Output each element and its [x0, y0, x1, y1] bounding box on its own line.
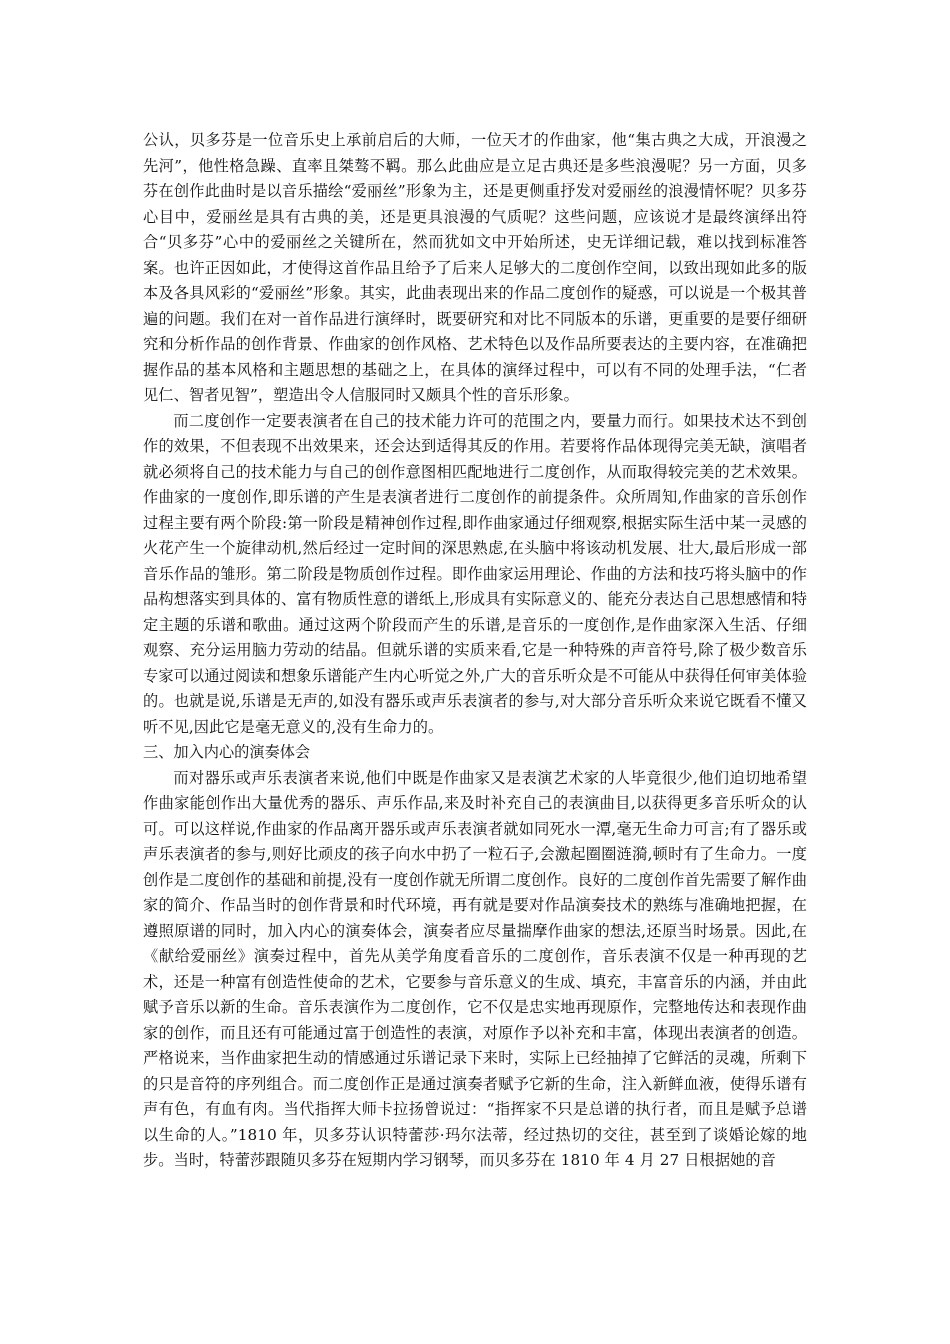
section-heading: 三、加入内心的演奏体会 [143, 743, 311, 761]
paragraph-1: 公认，贝多芬是一位音乐史上承前启后的大师，一位天才的作曲家，他“集古典之大成，开浪漫之先河”，他性格急躁、直率且桀骜不羁。那么此曲应是立足古典还是多些浪漫呢？另一方面，贝多芬在创作此曲时是以音乐描绘“爱丽丝”形象为主，还是更侧重抒发对爱丽丝的浪漫情怀呢？贝多芬心目中，爱丽丝是具有古典的美，还是更具浪漫的气质呢？这些问题，应该说才是最终演绎出符合“贝多芬”心中的爱丽丝之关键所在，然而犹如文中开始所述，史无详细记载，难以找到标准答案。也许正因如此，才使得这首作品且给予了后来人足够大的二度创作空间，以致出现如此多的版本及各具风彩的“爱丽丝”形象。其实，此曲表现出来的作品二度创作的疑惑，可以说是一个极其普遍的问题。我们在对一首作品进行演绎时，既要研究和对比不同版本的乐谱，更重要的是要仔细研究和分析作品的创作背景、作曲家的创作风格、艺术特色以及作品所要表达的主要内容，在准确把握作品的基本风格和主题思想的基础之上，在具体的演绎过程中，可以有不同的处理手法，“仁者见仁、智者见智”，塑造出令人信服同时又颇具个性的音乐形象。 [143, 131, 807, 404]
paragraph-2: 而二度创作一定要表演者在自己的技术能力许可的范围之内，要量力而行。如果技术达不到创作的效果，不但表现不出效果来，还会达到适得其反的作用。若要将作品体现得完美无缺，演唱者就必须将自己的技术能力与自己的创作意图相匹配地进行二度创作，从而取得较完美的艺术效果。作曲家的一度创作,即乐谱的产生是表演者进行二度创作的前提条件。众所周知,作曲家的音乐创作过程主要有两个阶段:第一阶段是精神创作过程,即作曲家通过仔细观察,根据实际生活中某一灵感的火花产生一个旋律动机,然后经过一定时间的深思熟虑,在头脑中将该动机发展、壮大,最后形成一部音乐作品的雏形。第二阶段是物质创作过程。即作曲家运用理论、作曲的方法和技巧将头脑中的作品构想落实到具体的、富有物质性意的谱纸上,形成具有实际意义的、能充分表达自己思想感情和特定主题的乐谱和歌曲。通过这两个阶段而产生的乐谱,是音乐的一度创作,是作曲家深入生活、仔细观察、充分运用脑力劳动的结晶。但就乐谱的实质来看,它是一种特殊的声音符号,除了极少数音乐专家可以通过阅读和想象乐谱能产生内心听觉之外,广大的音乐听众是不可能从中获得任何审美体验的。也就是说,乐谱是无声的,如没有器乐或声乐表演者的参与,对大部分音乐听众来说它既看不懂又听不见,因此它是毫无意义的,没有生命力的。 [143, 411, 807, 736]
paragraph-3: 而对器乐或声乐表演者来说,他们中既是作曲家又是表演艺术家的人毕竟很少,他们迫切地希望作曲家能创作出大量优秀的器乐、声乐作品,来及时补充自己的表演曲目,以获得更多音乐听众的认可。可以这样说,作曲家的作品离开器乐或声乐表演者就如同死水一潭,毫无生命力可言;有了器乐或声乐表演者的参与,则好比顽皮的孩子向水中扔了一粒石子,会激起圈圈涟漪,顿时有了生命力。一度创作是二度创作的基础和前提,没有一度创作就无所谓二度创作。良好的二度创作首先需要了解作曲家的简介、作品当时的创作背景和时代环境，再有就是要对作品演奏技术的熟练与准确地把握，在遵照原谱的同时，加入内心的演奏体会，演奏者应尽量揣摩作曲家的想法,还原当时场景。因此,在《献给爱丽丝》演奏过程中，首先从美学角度看音乐的二度创作，音乐表演不仅是一种再现的艺术，还是一种富有创造性使命的艺术，它要参与音乐意义的生成、填充，丰富音乐的内涵，并由此赋予音乐以新的生命。音乐表演作为二度创作，它不仅是忠实地再现原作，完整地传达和表现作曲家的创作，而且还有可能通过富于创造性的表演，对原作予以补充和丰富，体现出表演者的创造。严格说来，当作曲家把生动的情感通过乐谱记录下来时，实际上已经抽掉了它鲜活的灵魂，所剩下的只是音符的序列组合。而二度创作正是通过演奏者赋予它新的生命，注入新鲜血液，使得乐谱有声有色，有血有肉。当代指挥大师卡拉扬曾说过：“指挥家不只是总谱的执行者，而且是赋予总谱以生命的人。”1810 年，贝多芬认识特蕾莎·玛尔法蒂，经过热切的交往，甚至到了谈婚论嫁的地步。当时，特蕾莎跟随贝多芬在短期内学习钢琴，而贝多芬在 1810 年 4 月 27 日根据她的音 [143, 768, 807, 1169]
document-body [143, 128, 807, 1174]
